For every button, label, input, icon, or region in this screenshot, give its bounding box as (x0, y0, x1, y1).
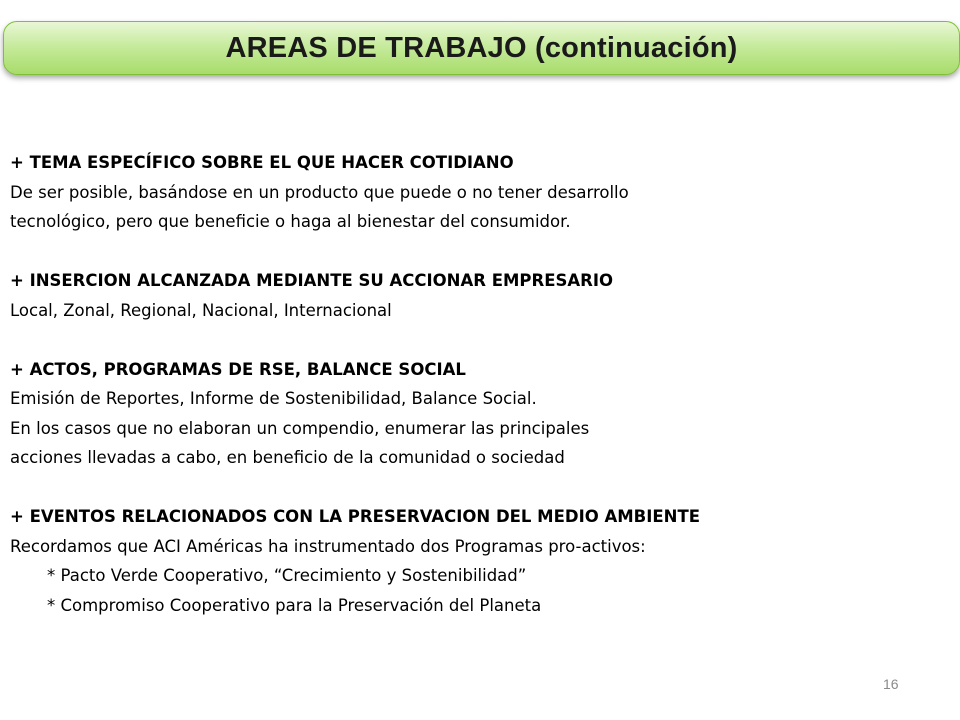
page-number: 16 (883, 676, 899, 692)
section-text: Local, Zonal, Regional, Nacional, Internacional (10, 300, 392, 320)
title-banner (3, 21, 960, 75)
section-text: De ser posible, basándose en un producto que puede o no tener desarrollo (10, 182, 629, 202)
section-text: Recordamos que ACI Américas ha instrumentado dos Programas pro-activos: (10, 536, 646, 556)
section-text: Emisión de Reportes, Informe de Sostenibilidad, Balance Social. (10, 389, 537, 408)
spacer (10, 473, 950, 503)
section-text: acciones llevadas a cabo, en beneficio de la comunidad o sociedad (10, 448, 565, 467)
slide-body (10, 148, 950, 620)
section-heading-tema: + TEMA ESPECÍFICO SOBRE EL QUE HACER COTIDIANO (10, 153, 514, 172)
slide-title: AREAS DE TRABAJO (continuación) (225, 31, 738, 64)
bullet-item: * Pacto Verde Cooperativo, “Crecimiento y Sostenibilidad” (47, 566, 527, 585)
section-text: tecnológico, pero que beneficie o haga al bienestar del consumidor. (10, 212, 571, 231)
section-heading-eventos: + EVENTOS RELACIONADOS CON LA PRESERVACION DEL MEDIO AMBIENTE (10, 507, 700, 526)
section-heading-actos: + ACTOS, PROGRAMAS DE RSE, BALANCE SOCIAL (10, 359, 466, 379)
section-text: En los casos que no elaboran un compendio, enumerar las principales (10, 418, 590, 438)
spacer (10, 237, 950, 267)
bullet-item: * Compromiso Cooperativo para la Preservación del Planeta (47, 595, 542, 615)
section-heading-insercion: + INSERCION ALCANZADA MEDIANTE SU ACCIONAR EMPRESARIO (10, 271, 613, 290)
spacer (10, 325, 950, 355)
